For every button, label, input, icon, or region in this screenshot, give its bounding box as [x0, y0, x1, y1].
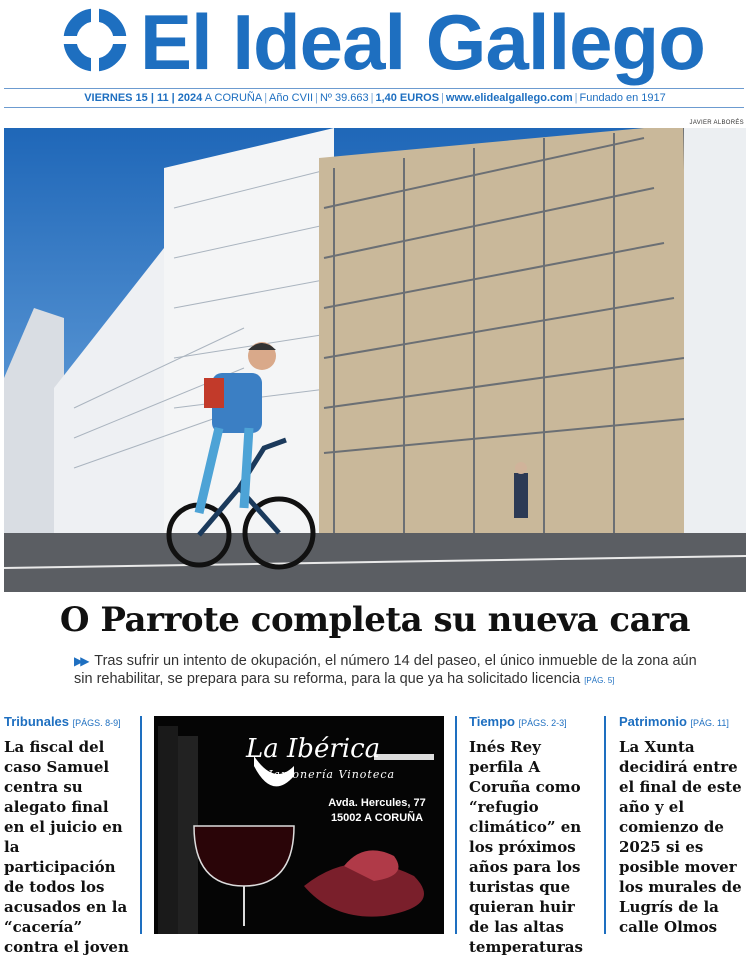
lead-photo[interactable]: [4, 128, 746, 592]
section-label-tribunales[interactable]: Tribunales [PÁGS. 8-9]: [4, 714, 121, 729]
issue-year: Año CVII: [269, 92, 314, 104]
logo-icon: [62, 7, 128, 73]
dateline: VIERNES 15 | 11 | 2024 A CORUÑA | Año CVII | Nº 39.663 | 1,40 EUROS | www.elidealgallego.com | Fundado en 1917: [84, 92, 666, 104]
ad-brand: La Ibérica: [246, 734, 381, 764]
arrow-icon: ▶▶: [74, 654, 87, 668]
issue-city: A CORUÑA: [204, 92, 263, 104]
lead-summary: [74, 652, 714, 690]
story-patrimonio[interactable]: La Xunta decidirá entre el final de este año y el comienzo de 2025 si es posible mover los murales de Lugrís de la calle Olmos: [619, 738, 742, 936]
photo-credit: JAVIER ALBORÉS: [689, 120, 744, 126]
section-page-ref: [PÁGS. 2-3]: [518, 718, 567, 728]
column-divider: [604, 716, 606, 934]
ad-subtitle: Jamonería Vinoteca: [268, 768, 396, 781]
masthead-rule: [4, 88, 744, 89]
story-tribunales[interactable]: La fiscal del caso Samuel centra su alegato final en el juicio en la participación de todos los acusados en la “cacería” contra el joven: [4, 738, 129, 956]
section-page-ref: [PÁG. 11]: [690, 718, 729, 728]
issue-number: Nº 39.663: [319, 92, 369, 104]
ad-address: Avda. Hercules, 77 15002 A CORUÑA: [328, 797, 426, 824]
website-link[interactable]: www.elidealgallego.com: [445, 92, 573, 104]
section-page-ref: [PÁGS. 8-9]: [72, 718, 121, 728]
masthead-title[interactable]: El Ideal Gallego: [140, 0, 705, 86]
lead-headline[interactable]: O Parrote completa su nueva cara: [59, 600, 691, 640]
issue-date: VIERNES 15 | 11 | 2024: [84, 92, 203, 104]
masthead-rule-bottom: [4, 107, 744, 108]
section-label-patrimonio[interactable]: Patrimonio [PÁG. 11]: [619, 714, 729, 729]
lead-summary-text: Tras sufrir un intento de okupación, el número 14 del paseo, el único inmueble de la zona aún sin rehabilitar, se prepara para su reforma, para la que ya ha solicitado licencia: [74, 653, 697, 687]
founded-note: Fundado en 1917: [579, 92, 666, 104]
column-divider: [455, 716, 457, 934]
section-label-tiempo[interactable]: Tiempo [PÁGS. 2-3]: [469, 714, 567, 729]
story-tiempo[interactable]: Inés Rey perfila A Coruña como “refugio climático” en los próximos años para los turistas que quieran huir de las altas temperaturas: [469, 738, 583, 956]
column-divider: [140, 716, 142, 934]
lead-page-ref: [PÁG. 5]: [584, 676, 615, 685]
issue-price: 1,40 EUROS: [375, 92, 440, 104]
